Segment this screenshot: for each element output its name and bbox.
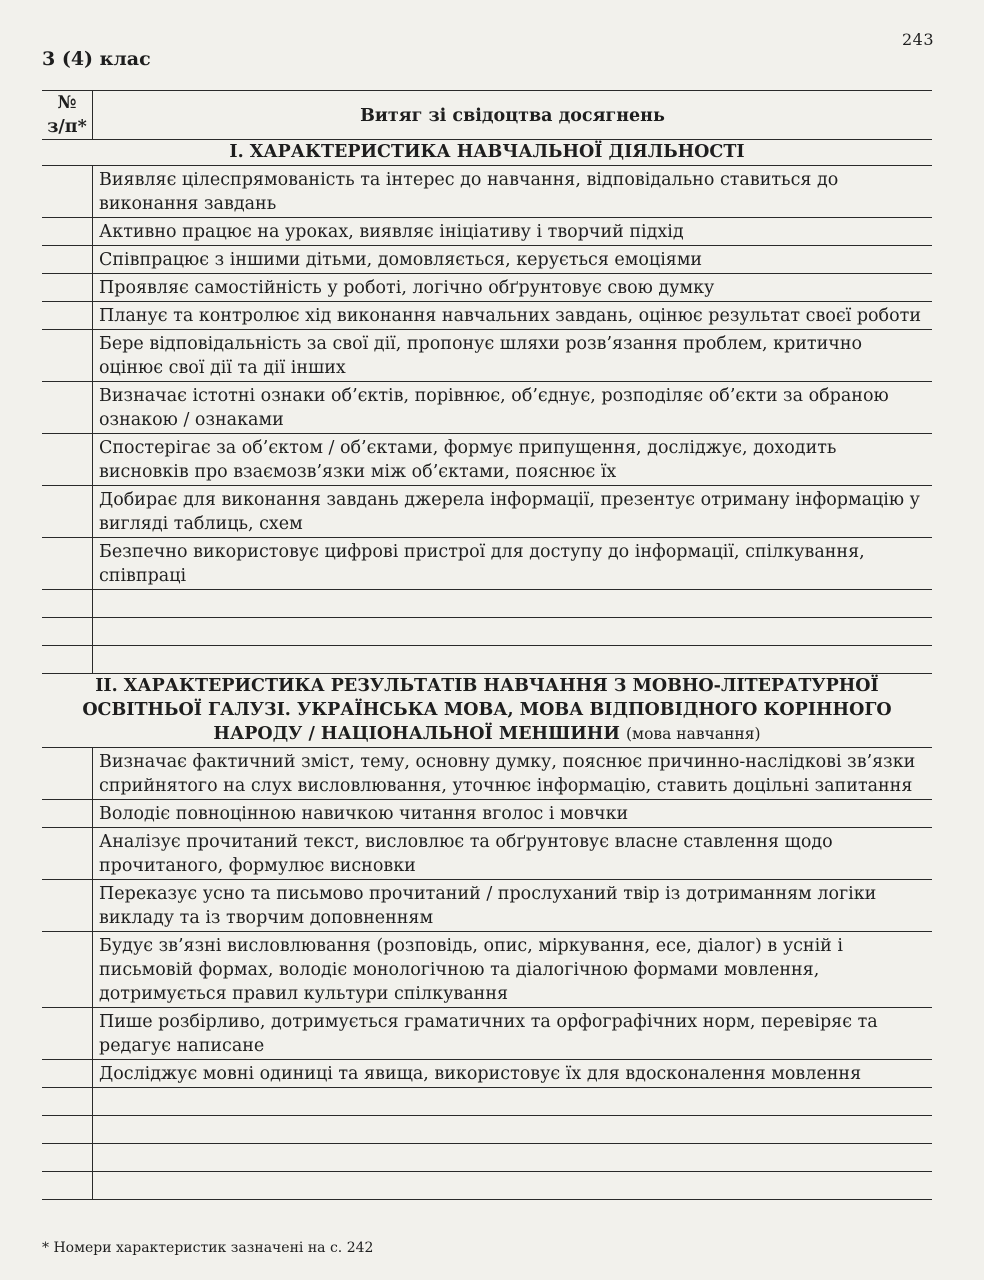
section2-heading <box>42 674 932 748</box>
empty-row <box>42 590 932 618</box>
number-cell[interactable] <box>42 1008 93 1060</box>
blank-cell[interactable] <box>93 646 933 674</box>
characteristic-text: Пише розбірливо, дотримується граматичних та орфографічних норм, перевіряє та редагує написане <box>93 1008 933 1060</box>
number-header-abbr: з/п* <box>47 117 87 137</box>
page-number: 243 <box>901 30 934 49</box>
section2-title-note: (мова навчання) <box>625 725 761 743</box>
number-cell[interactable] <box>42 748 93 800</box>
empty-row <box>42 1088 932 1116</box>
characteristic-text: Добирає для виконання завдань джерела інформації, презентує отриману інформацію у вигляді таблиць, схем <box>93 486 933 538</box>
number-cell[interactable] <box>42 382 93 434</box>
table-row <box>42 218 932 246</box>
blank-cell[interactable] <box>93 590 933 618</box>
number-cell[interactable] <box>42 800 93 828</box>
characteristic-text: Співпрацює з іншими дітьми, домовляється, керується емоціями <box>93 246 933 274</box>
characteristic-text: Безпечно використовує цифрові пристрої для доступу до інформації, спілкування, співпраці <box>93 538 933 590</box>
blank-cell[interactable] <box>93 1144 933 1172</box>
number-cell[interactable] <box>42 1172 93 1200</box>
number-cell[interactable] <box>42 1060 93 1088</box>
characteristic-text: Аналізує прочитаний текст, висловлює та обґрунтовує власне ставлення щодо прочитаного, формулює висновки <box>93 828 933 880</box>
section-heading-row <box>42 140 932 166</box>
number-cell[interactable] <box>42 274 93 302</box>
empty-row <box>42 618 932 646</box>
characteristic-text: Активно працює на уроках, виявляє ініціативу і творчий підхід <box>93 218 933 246</box>
table-header-row <box>42 91 932 140</box>
blank-cell[interactable] <box>93 1088 933 1116</box>
characteristic-text: Бере відповідальність за свої дії, пропонує шляхи розв’язання проблем, критично оцінює свої дії та дії інших <box>93 330 933 382</box>
table-row <box>42 828 932 880</box>
table-row <box>42 246 932 274</box>
characteristic-text: Визначає істотні ознаки об’єктів, порівнює, об’єднує, розподіляє об’єкти за обраною ознакою / ознаками <box>93 382 933 434</box>
characteristic-text: Спостерігає за об’єктом / об’єктами, формує припущення, досліджує, доходить висновків про взаємозв’язки між об’єктами, пояснює їх <box>93 434 933 486</box>
blank-cell[interactable] <box>93 618 933 646</box>
empty-row <box>42 1172 932 1200</box>
number-cell[interactable] <box>42 486 93 538</box>
table-row <box>42 1008 932 1060</box>
empty-row <box>42 646 932 674</box>
characteristic-text: Будує зв’язні висловлювання (розповідь, опис, міркування, есе, діалог) в усній і письмовій формах, володіє монологічною та діалогічною формами мовлення, дотримується правил культури спілкування <box>93 932 933 1008</box>
number-cell[interactable] <box>42 880 93 932</box>
number-cell[interactable] <box>42 434 93 486</box>
number-cell[interactable] <box>42 646 93 674</box>
table-row <box>42 330 932 382</box>
characteristic-text: Переказує усно та письмово прочитаний / прослуханий твір із дотриманням логіки викладу та із творчим доповненням <box>93 880 933 932</box>
empty-row <box>42 1144 932 1172</box>
number-cell[interactable] <box>42 618 93 646</box>
number-cell[interactable] <box>42 932 93 1008</box>
number-cell[interactable] <box>42 166 93 218</box>
table-row <box>42 382 932 434</box>
number-cell[interactable] <box>42 302 93 330</box>
number-cell[interactable] <box>42 218 93 246</box>
section2-title: ІІ. ХАРАКТЕРИСТИКА РЕЗУЛЬТАТІВ НАВЧАННЯ З МОВНО-ЛІТЕРАТУРНОЇ ОСВІТНЬОЇ ГАЛУЗІ. УКРАЇНСЬКА МОВА, МОВА ВІДПОВІДНОГО КОРІННОГО НАРОДУ / НАЦІОНАЛЬНОЇ МЕНШИНИ <box>82 676 892 744</box>
number-cell[interactable] <box>42 330 93 382</box>
characteristic-text: Визначає фактичний зміст, тему, основну думку, пояснює причинно-наслідкові зв’язки сприйнятого на слух висловлювання, уточнює інформацію, ставить доцільні запитання <box>93 748 933 800</box>
table-row <box>42 932 932 1008</box>
number-column-header <box>42 91 93 140</box>
footnote: * Номери характеристик зазначені на с. 242 <box>42 1240 374 1256</box>
number-cell[interactable] <box>42 1144 93 1172</box>
table-row <box>42 538 932 590</box>
number-cell[interactable] <box>42 828 93 880</box>
number-cell[interactable] <box>42 538 93 590</box>
number-cell[interactable] <box>42 1116 93 1144</box>
number-cell[interactable] <box>42 590 93 618</box>
number-cell[interactable] <box>42 246 93 274</box>
characteristic-text: Планує та контролює хід виконання навчальних завдань, оцінює результат своєї роботи <box>93 302 933 330</box>
characteristic-text: Проявляє самостійність у роботі, логічно обґрунтовує свою думку <box>93 274 933 302</box>
achievement-table <box>42 90 932 1200</box>
table-row <box>42 434 932 486</box>
class-title: 3 (4) клас <box>42 48 151 70</box>
blank-cell[interactable] <box>93 1116 933 1144</box>
table-row <box>42 302 932 330</box>
table-row <box>42 274 932 302</box>
table-row <box>42 166 932 218</box>
number-header-symbol: № <box>57 93 77 113</box>
section-heading-row <box>42 674 932 748</box>
section1-title: І. ХАРАКТЕРИСТИКА НАВЧАЛЬНОЇ ДІЯЛЬНОСТІ <box>42 140 932 166</box>
characteristic-text: Виявляє цілеспрямованість та інтерес до навчання, відповідально ставиться до виконання завдань <box>93 166 933 218</box>
table-row <box>42 486 932 538</box>
table-row <box>42 880 932 932</box>
number-cell[interactable] <box>42 1088 93 1116</box>
table-row <box>42 800 932 828</box>
table-row <box>42 1060 932 1088</box>
empty-row <box>42 1116 932 1144</box>
characteristic-text: Володіє повноцінною навичкою читання вголос і мовчки <box>93 800 933 828</box>
blank-cell[interactable] <box>93 1172 933 1200</box>
characteristic-text: Досліджує мовні одиниці та явища, використовує їх для вдосконалення мовлення <box>93 1060 933 1088</box>
title-column-header: Витяг зі свідоцтва досягнень <box>93 91 933 140</box>
table-row <box>42 748 932 800</box>
